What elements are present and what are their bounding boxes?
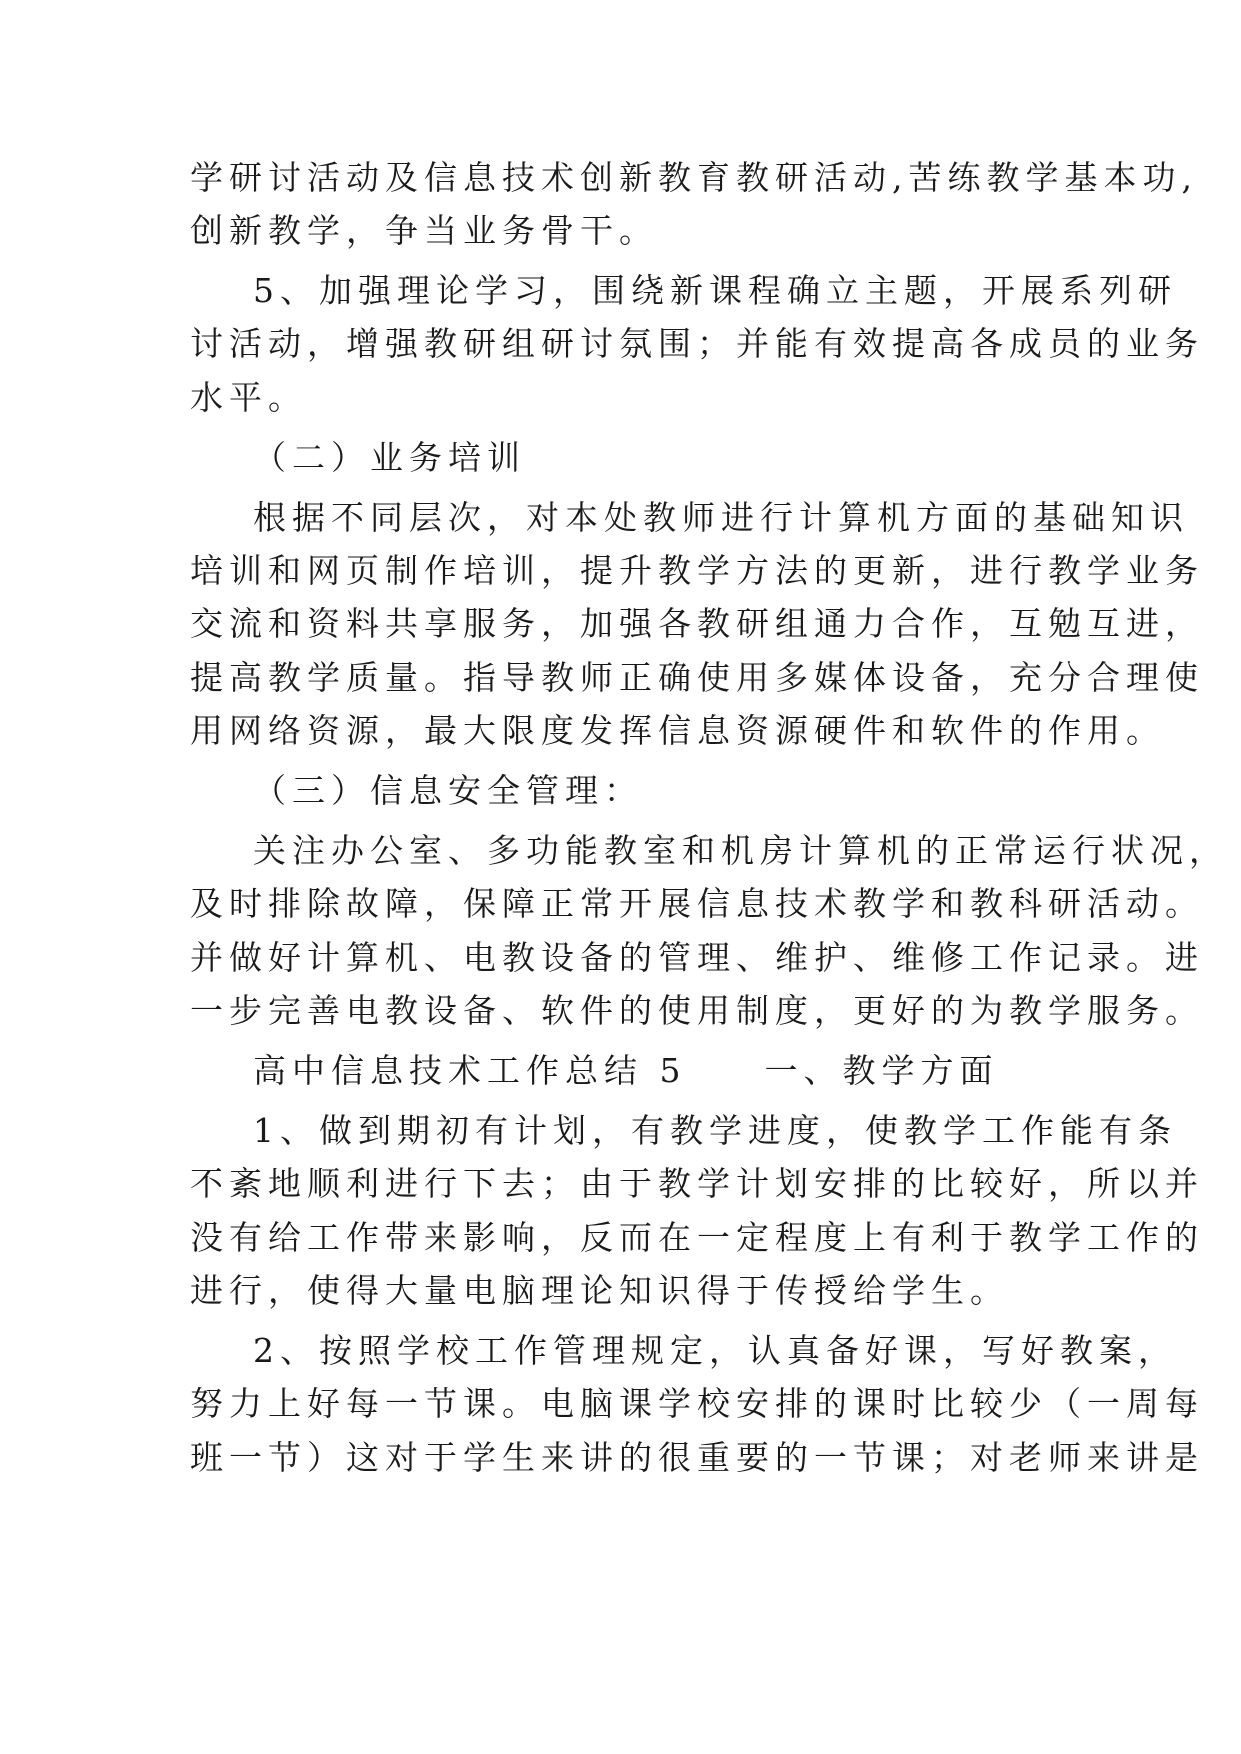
text-line: 5、加强理论学习，围绕新课程确立主题，开展系列研 [253,271,1177,310]
text-line: 关注办公室、多功能教室和机房计算机的正常运行状况， [253,831,1228,870]
text-line: 并做好计算机、电教设备的管理、维护、维修工作记录。进 [190,938,1204,977]
text-line: 1、做到期初有计划，有教学进度，使教学工作能有条 [253,1111,1177,1150]
text-line: 不紊地顺利进行下去；由于教学计划安排的比较好，所以并 [190,1164,1204,1203]
text-line: 讨活动，增强教研组研讨氛围；并能有效提高各成员的业务 [190,324,1204,363]
text-line: 2、按照学校工作管理规定，认真备好课，写好教案， [253,1331,1177,1370]
text-line: 交流和资料共享服务，加强各教研组通力合作，互勉互进， [190,604,1204,643]
text-line: 班一节）这对于学生来讲的很重要的一节课；对老师来讲是 [190,1438,1204,1477]
text-line: 及时排除故障，保障正常开展信息技术教学和教科研活动。 [190,884,1204,923]
text-line: 用网络资源，最大限度发挥信息资源硬件和软件的作用。 [190,711,1165,750]
section-heading: （二）业务培训 [253,438,526,477]
section-heading: 高中信息技术工作总结 5 一、教学方面 [253,1051,999,1090]
text-line: 水平。 [190,378,307,417]
text-line: 培训和网页制作培训，提升教学方法的更新，进行教学业务 [190,551,1204,590]
text-line: 努力上好每一节课。电脑课学校安排的课时比较少（一周每 [190,1384,1204,1423]
text-line: 没有给工作带来影响，反而在一定程度上有利于教学工作的 [190,1218,1204,1257]
text-line: 创新教学，争当业务骨干。 [190,211,658,250]
section-heading: （三）信息安全管理： [253,771,643,810]
text-line: 提高教学质量。指导教师正确使用多媒体设备，充分合理使 [190,658,1204,697]
text-line: 一步完善电教设备、软件的使用制度，更好的为教学服务。 [190,991,1204,1030]
text-line: 学研讨活动及信息技术创新教育教研活动,苦练教学基本功, [190,158,1198,197]
text-line: 根据不同层次，对本处教师进行计算机方面的基础知识 [253,498,1189,537]
text-line: 进行，使得大量电脑理论知识得于传授给学生。 [190,1271,1009,1310]
